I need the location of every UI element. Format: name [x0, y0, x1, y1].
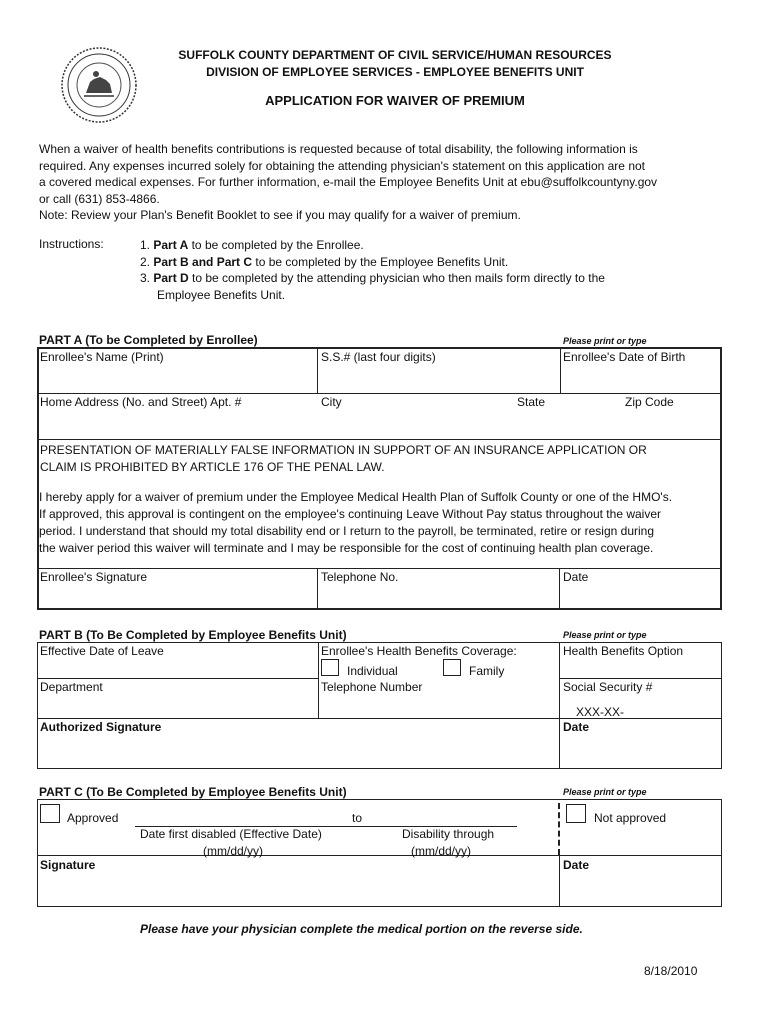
health-option-field[interactable]: Health Benefits Option — [563, 644, 684, 658]
home-address-field[interactable]: Home Address (No. and Street) Apt. # — [40, 395, 242, 409]
part-b-heading: PART B (To Be Completed by Employee Benefits Unit) — [39, 628, 347, 642]
instruction-item: 1. Part A to be completed by the Enrollee. — [140, 238, 364, 252]
part-c-heading: PART C (To Be Completed by Employee Benefits Unit) — [39, 785, 347, 799]
part-c-signature-field[interactable]: Signature — [40, 858, 96, 872]
coverage-label: Enrollee's Health Benefits Coverage: — [321, 644, 517, 658]
date-of-birth-field[interactable]: Enrollee's Date of Birth — [563, 350, 686, 364]
penal-law-warning — [40, 442, 647, 475]
city-field[interactable]: City — [321, 395, 342, 409]
warning-line: CLAIM IS PROHIBITED BY ARTICLE 176 OF THE PENAL LAW. — [40, 459, 385, 474]
enrollee-signature-field[interactable]: Enrollee's Signature — [40, 570, 148, 584]
authorized-signature-field[interactable]: Authorized Signature — [40, 720, 162, 734]
part-b-print-note: Please print or type — [563, 630, 647, 640]
form-date: 8/18/2010 — [644, 964, 698, 978]
statement-line: the waiver period this waiver will terminate and I may be responsible for the cost of continuing health plan coverage. — [39, 541, 654, 555]
mmddyy-label-1: (mm/dd/yy) — [203, 844, 263, 858]
statement-line: If approved, this approval is contingent on the employee's continuing Leave Without Pay status throughout the waiver — [39, 507, 662, 521]
ssn-value: XXX-XX- — [576, 705, 625, 719]
individual-label: Individual — [347, 664, 398, 678]
part-a-print-note: Please print or type — [563, 336, 647, 346]
instructions-label: Instructions: — [39, 237, 104, 251]
header-division: DIVISION OF EMPLOYEE SERVICES - EMPLOYEE BENEFITS UNIT — [206, 65, 584, 79]
intro-line: or call (631) 853-4866. — [39, 191, 160, 206]
state-field[interactable]: State — [517, 395, 546, 409]
ssn-last4-field[interactable]: S.S.# (last four digits) — [321, 350, 436, 364]
waiver-statement — [39, 489, 672, 557]
part-a-date-field[interactable]: Date — [563, 570, 589, 584]
intro-note: Note: Review your Plan's Benefit Booklet to see if you may qualify for a waiver of premium. — [39, 208, 521, 222]
intro-line: When a waiver of health benefits contributions is requested because of total disability, the following information is — [39, 142, 638, 156]
individual-checkbox[interactable] — [321, 659, 339, 676]
mmddyy-label-2: (mm/dd/yy) — [411, 844, 471, 858]
family-label: Family — [469, 664, 505, 678]
physician-note: Please have your physician complete the medical portion on the reverse side. — [140, 922, 583, 936]
department-field[interactable]: Department — [40, 680, 103, 694]
zip-code-field[interactable]: Zip Code — [625, 395, 674, 409]
instructions-list — [140, 237, 605, 303]
date-first-disabled-label: Date first disabled (Effective Date) — [140, 827, 322, 841]
instruction-item: Employee Benefits Unit. — [157, 287, 286, 302]
telephone-field[interactable]: Telephone No. — [321, 570, 399, 584]
disability-through-label: Disability through — [402, 827, 495, 841]
family-checkbox[interactable] — [443, 659, 461, 676]
part-b-date-field[interactable]: Date — [563, 720, 590, 734]
part-c-print-note: Please print or type — [563, 787, 647, 797]
intro-paragraph — [39, 141, 729, 224]
statement-line: period. I understand that should my total disability end or I return to the payroll, be terminated, retire or resign during — [39, 524, 654, 538]
not-approved-label: Not approved — [594, 811, 667, 825]
intro-line: required. Any expenses incurred solely for obtaining the attending physician's statement on this application are not — [39, 158, 645, 173]
warning-line: PRESENTATION OF MATERIALLY FALSE INFORMATION IN SUPPORT OF AN INSURANCE APPLICATION OR — [40, 443, 647, 457]
telephone-number-field[interactable]: Telephone Number — [321, 680, 423, 694]
social-security-field[interactable]: Social Security # — [563, 680, 653, 694]
instruction-item: 3. Part D to be completed by the attending physician who then mails form directly to the — [140, 271, 605, 285]
effective-date-field[interactable]: Effective Date of Leave — [40, 644, 164, 658]
instruction-item: 2. Part B and Part C to be completed by the Employee Benefits Unit. — [140, 254, 509, 269]
to-label: to — [352, 811, 363, 825]
statement-line: I hereby apply for a waiver of premium under the Employee Medical Health Plan of Suffolk County or one of the HMO's. — [39, 490, 673, 504]
part-c-date-field[interactable]: Date — [563, 858, 590, 872]
enrollee-name-field[interactable]: Enrollee's Name (Print) — [40, 350, 164, 364]
approved-label: Approved — [67, 811, 119, 825]
page-title: APPLICATION FOR WAIVER OF PREMIUM — [265, 93, 525, 108]
header-agency: SUFFOLK COUNTY DEPARTMENT OF CIVIL SERVICE/HUMAN RESOURCES — [178, 48, 612, 62]
not-approved-checkbox[interactable] — [566, 804, 586, 823]
intro-line: a covered medical expenses. For further information, e-mail the Employee Benefits Unit at ebu@suffolkcountyny.gov — [39, 175, 658, 189]
part-a-heading: PART A (To be Completed by Enrollee) — [39, 333, 258, 347]
approved-checkbox[interactable] — [40, 804, 60, 823]
